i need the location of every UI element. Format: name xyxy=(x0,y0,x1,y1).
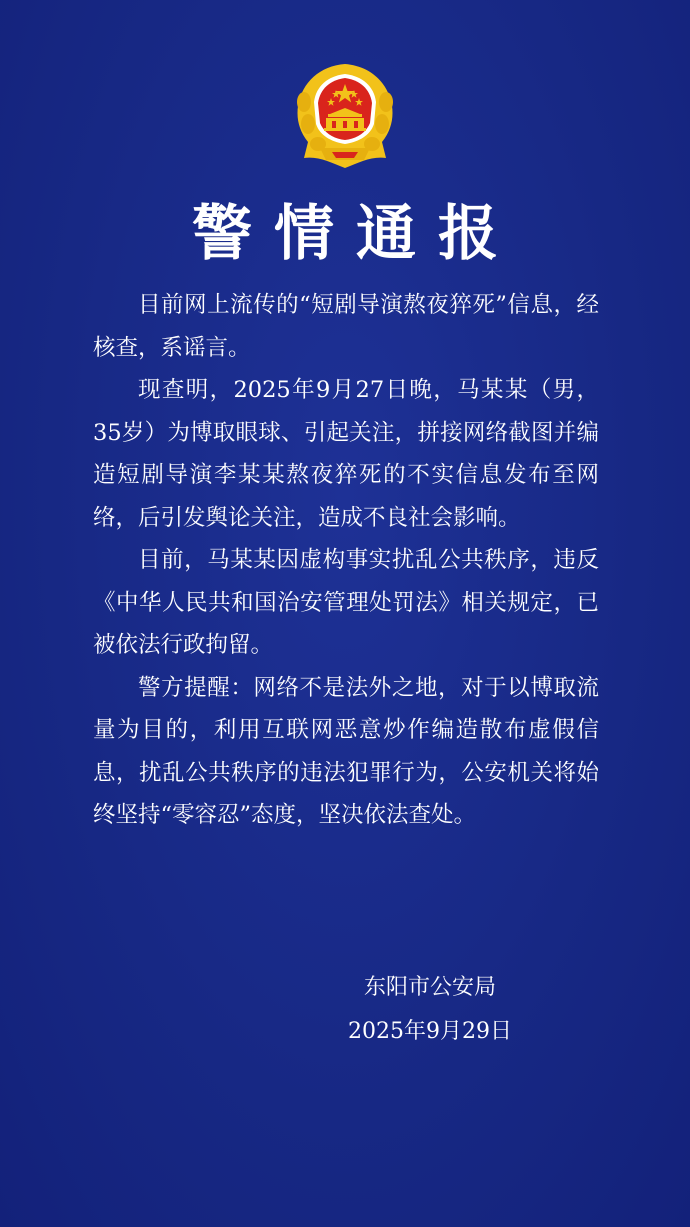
paragraph-4: 警方提醒：网络不是法外之地，对于以博取流量为目的，利用互联网恶意炒作编造散布虚假信息，扰乱公共秩序的违法犯罪行为，公安机关将始终坚持“零容忍”态度，坚决依法查处。 xyxy=(93,674,599,828)
issue-date: 2025年9月29日 xyxy=(348,1019,512,1044)
notice-body xyxy=(93,284,599,837)
issuing-organization: 东阳市公安局 xyxy=(363,975,496,1000)
paragraph-2: 现查明，2025年9月27日晚，马某某（男，35岁）为博取眼球、引起关注，拼接网络截图并编造短剧导演李某某熬夜猝死的不实信息发布至网络，后引发舆论关注，造成不良社会影响。 xyxy=(93,377,599,531)
paragraph-3: 目前，马某某因虚构事实扰乱公共秩序，违反《中华人民共和国治安管理处罚法》相关规定，已被依法行政拘留。 xyxy=(93,547,599,658)
signature-block xyxy=(340,966,520,1054)
police-emblem-icon xyxy=(290,62,400,170)
page-title: 警情通报 xyxy=(192,199,520,269)
paragraph-1: 目前网上流传的“短剧导演熬夜猝死”信息，经核查，系谣言。 xyxy=(93,292,599,361)
